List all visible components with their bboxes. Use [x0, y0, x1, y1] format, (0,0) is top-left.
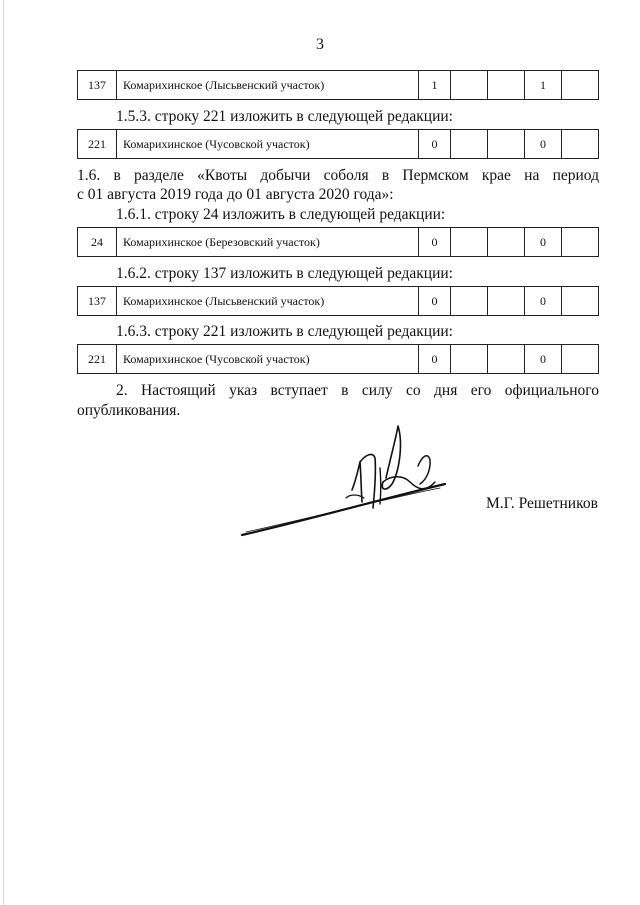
row-number-cell: 24 — [78, 228, 117, 257]
row-value-cell: 0 — [419, 130, 451, 159]
paragraph-1-6-1: 1.6.1. строку 24 изложить в следующей редакции: — [116, 206, 446, 223]
row-number-cell: 137 — [78, 287, 117, 316]
row-name-cell: Комарихинское (Лысьвенский участок) — [117, 71, 419, 100]
paragraph-2-line-1-text: 2. Настоящий указ вступает в силу со дня его официального — [116, 382, 599, 399]
row-empty-cell — [562, 345, 599, 374]
paragraph-1-5-3: 1.5.3. строку 221 изложить в следующей редакции: — [116, 108, 453, 125]
paragraph-2-line-2: опубликования. — [77, 402, 181, 419]
handwritten-signature — [240, 418, 450, 542]
quota-row-table — [77, 286, 599, 316]
quota-row-table — [77, 227, 599, 257]
row-number-cell: 221 — [78, 345, 117, 374]
row-empty-cell — [451, 130, 488, 159]
row-empty-cell — [451, 71, 488, 100]
row-number-cell: 221 — [78, 130, 117, 159]
row-value-cell: 0 — [525, 228, 562, 257]
paragraph-2-line-1 — [77, 381, 599, 401]
row-empty-cell — [488, 345, 525, 374]
row-value-cell: 1 — [525, 71, 562, 100]
paragraph-1-6-2: 1.6.2. строку 137 изложить в следующей редакции: — [116, 265, 453, 282]
table-row — [78, 71, 599, 100]
row-value-cell: 0 — [525, 345, 562, 374]
row-value-cell: 0 — [419, 345, 451, 374]
signer-name: М.Г. Решетников — [486, 495, 598, 512]
table-row — [78, 345, 599, 374]
quota-row-table — [77, 70, 599, 100]
row-empty-cell — [562, 130, 599, 159]
row-value-cell: 1 — [419, 71, 451, 100]
row-empty-cell — [451, 287, 488, 316]
table-row — [78, 130, 599, 159]
scan-edge-line — [3, 0, 4, 905]
row-empty-cell — [488, 287, 525, 316]
page-number: 3 — [316, 36, 324, 53]
row-empty-cell — [451, 345, 488, 374]
row-empty-cell — [562, 228, 599, 257]
row-value-cell: 0 — [525, 287, 562, 316]
row-name-cell: Комарихинское (Березовский участок) — [117, 228, 419, 257]
quota-row-table — [77, 129, 599, 159]
row-value-cell: 0 — [419, 287, 451, 316]
row-empty-cell — [562, 287, 599, 316]
table-row — [78, 287, 599, 316]
paragraph-1-6-line-2: с 01 августа 2019 года до 01 августа 2020 года»: — [77, 186, 394, 203]
quota-row-table — [77, 344, 599, 374]
row-value-cell: 0 — [525, 130, 562, 159]
row-name-cell: Комарихинское (Лысьвенский участок) — [117, 287, 419, 316]
table-row — [78, 228, 599, 257]
row-name-cell: Комарихинское (Чусовской участок) — [117, 130, 419, 159]
row-empty-cell — [488, 130, 525, 159]
paragraph-1-6-3: 1.6.3. строку 221 изложить в следующей редакции: — [116, 323, 453, 340]
row-name-cell: Комарихинское (Чусовской участок) — [117, 345, 419, 374]
row-value-cell: 0 — [419, 228, 451, 257]
row-number-cell: 137 — [78, 71, 117, 100]
row-empty-cell — [488, 228, 525, 257]
row-empty-cell — [562, 71, 599, 100]
row-empty-cell — [488, 71, 525, 100]
paragraph-1-6-line-1: 1.6. в разделе «Квоты добычи соболя в Пермском крае на период — [77, 167, 599, 184]
row-empty-cell — [451, 228, 488, 257]
